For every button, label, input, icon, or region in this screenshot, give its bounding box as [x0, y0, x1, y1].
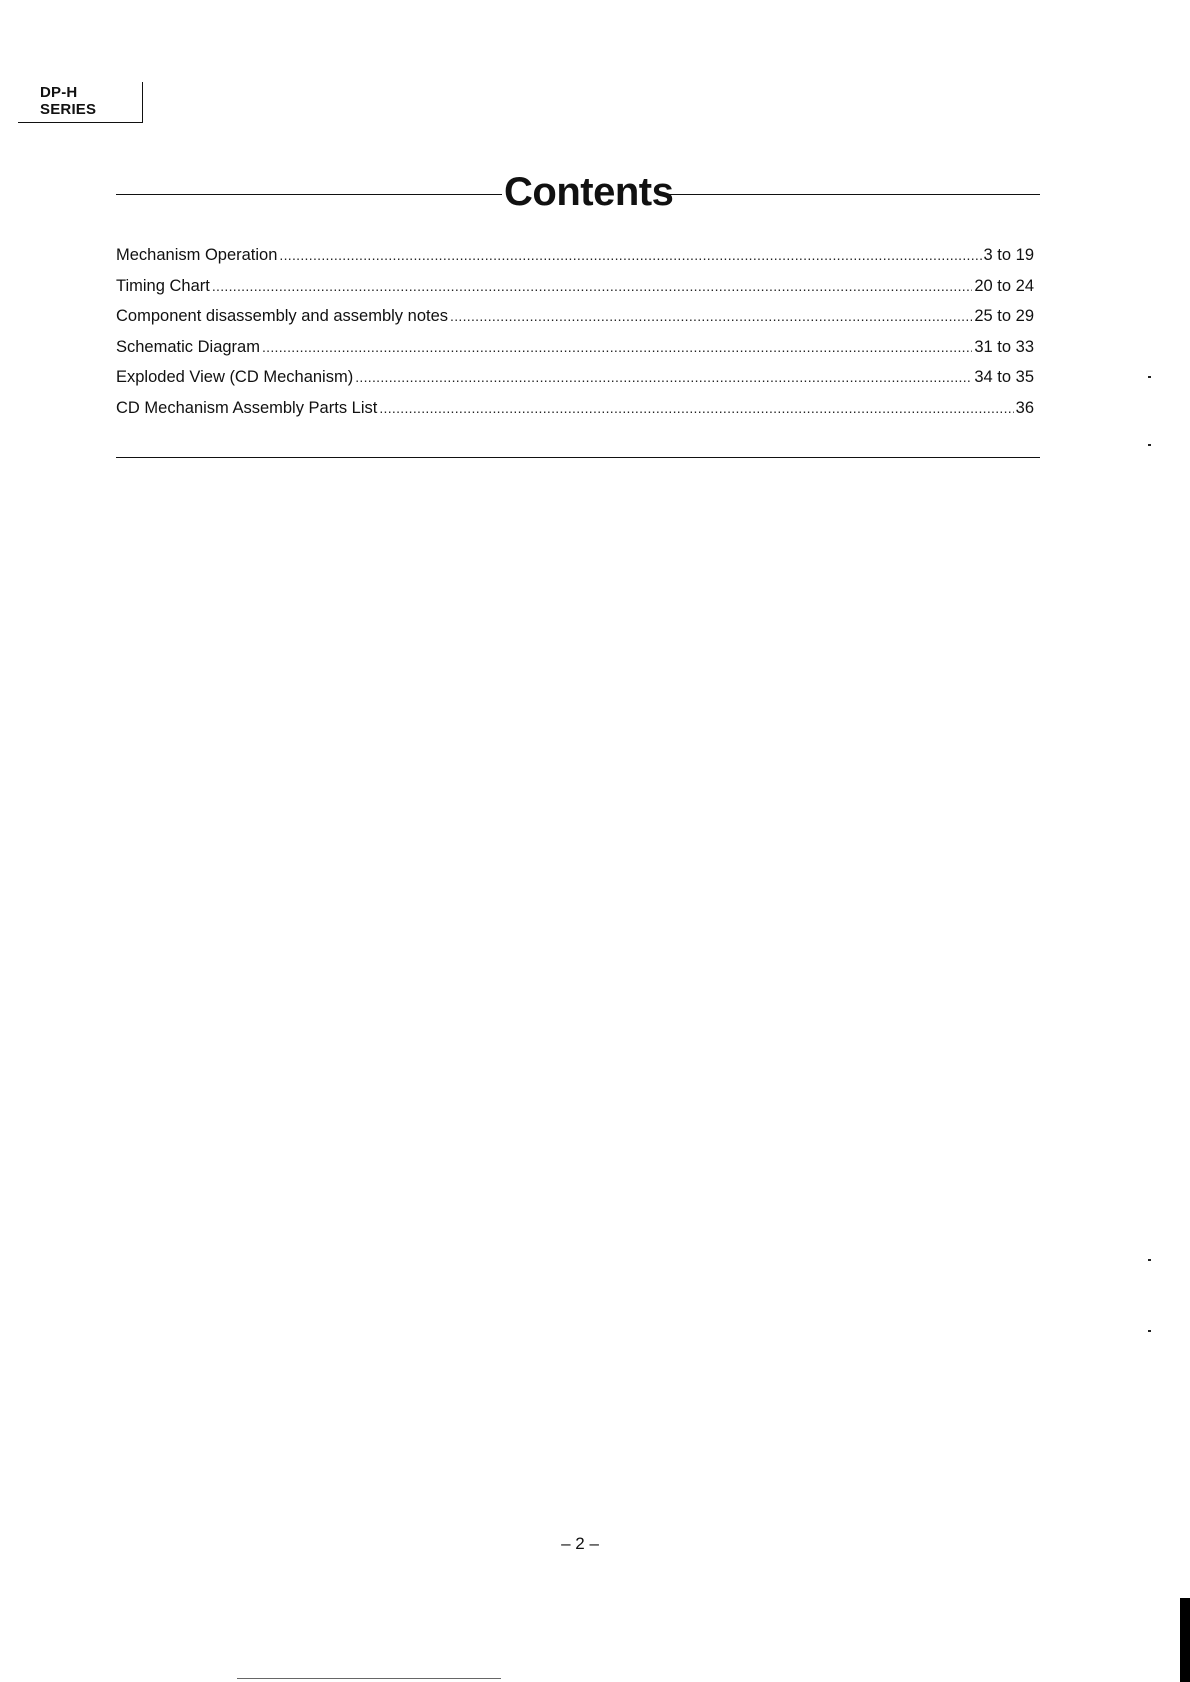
toc-dot-leader: [279, 240, 981, 271]
toc-entry-pages: 31 to 33: [974, 337, 1034, 356]
toc-entry[interactable]: [116, 301, 1034, 332]
toc-entry-label: Mechanism Operation: [116, 246, 278, 264]
toc-entry-pages: 25 to 29: [974, 307, 1034, 325]
title-rule-left: [116, 194, 502, 195]
toc-entry-label: CD Mechanism Assembly Parts List: [116, 398, 378, 417]
toc-entry-pages: 34 to 35: [974, 368, 1034, 386]
toc-entry[interactable]: [116, 362, 1034, 393]
scan-speck: [1148, 444, 1151, 446]
toc-dot-leader: [379, 393, 1013, 424]
toc-entry-label: Schematic Diagram: [116, 337, 260, 356]
scan-bottom-line: [237, 1678, 501, 1679]
toc-dot-leader: [355, 362, 972, 393]
section-divider: [116, 457, 1040, 458]
toc-entry-pages: 3 to 19: [983, 246, 1034, 264]
series-text: SERIES: [40, 101, 97, 118]
toc-entry[interactable]: [116, 393, 1034, 424]
series-model: DP-H: [40, 84, 78, 101]
title-rule-right: [666, 194, 1040, 195]
toc-entry-label: Component disassembly and assembly notes: [116, 307, 449, 325]
toc-dot-leader: [450, 301, 972, 332]
toc-dot-leader: [262, 332, 972, 363]
toc-dot-leader: [212, 271, 973, 302]
table-of-contents: [116, 240, 1034, 423]
toc-entry[interactable]: [116, 271, 1034, 302]
page-title: Contents: [504, 170, 674, 214]
series-label: [40, 84, 96, 118]
toc-entry-label: Exploded View (CD Mechanism): [116, 368, 354, 386]
toc-entry-pages: 20 to 24: [974, 276, 1034, 295]
scan-speck: [1148, 1259, 1151, 1261]
toc-entry-label: Timing Chart: [116, 276, 210, 295]
scan-speck: [1148, 376, 1151, 378]
toc-entry[interactable]: [116, 332, 1034, 363]
scan-edge-mark: [1180, 1598, 1190, 1682]
toc-entry-pages: 36: [1015, 398, 1034, 417]
scan-speck: [1148, 1330, 1151, 1332]
toc-entry[interactable]: [116, 240, 1034, 271]
page-number: – 2 –: [561, 1534, 599, 1553]
title-row: [116, 168, 1040, 218]
